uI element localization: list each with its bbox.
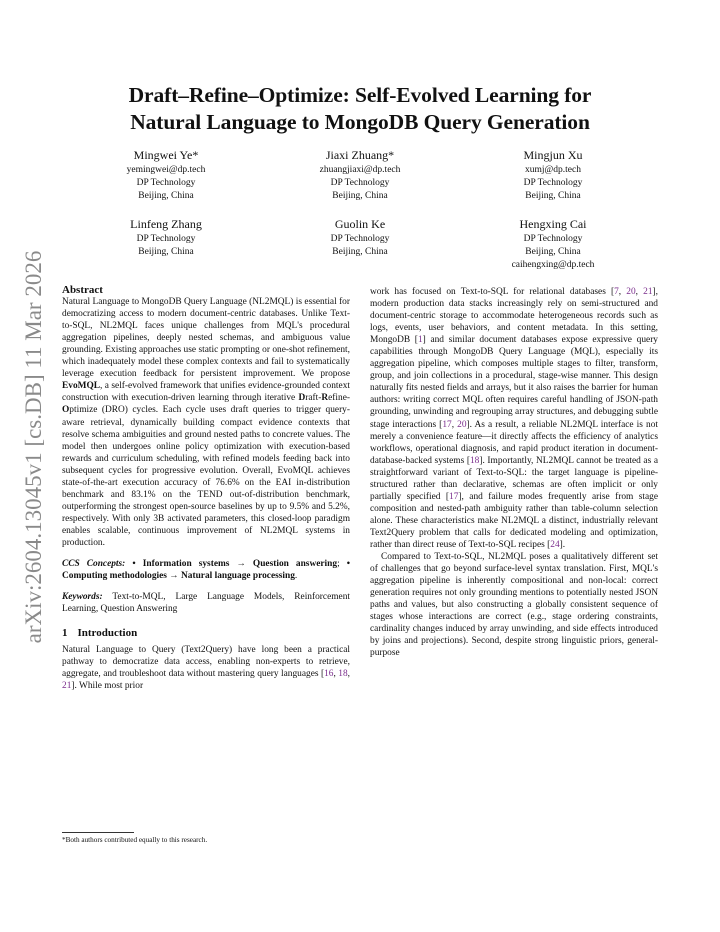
citation-link[interactable]: 16	[324, 669, 334, 680]
author-affiliation: DP Technology	[136, 234, 196, 244]
intro-text: work has focused on Text-to-SQL for relational databases [	[370, 287, 615, 297]
evomql-name: EvoMQL	[62, 381, 101, 392]
author-block	[468, 148, 638, 204]
author-block	[81, 148, 251, 204]
intro-paragraph: Compared to Text-to-SQL, NL2MQL poses a qualitatively different set of challenges that go beyond surface-level syntax translation. First, MQL's aggregation pipeline is inherently compositional and non-local: correct generation requires not only grounding mentions to potentially nested JSON paths and values, but also constructing a globally consistent sequence of stages whose interactions are correct (e.g., stage ordering constraints, cardinality changes induced by array unwinding, and side effects introduced by joins and projections). Second, despite strong linguistic priors, general-purpose	[370, 552, 658, 659]
author-email: caihengxing@dp.tech	[511, 260, 595, 271]
author-location: Beijing, China	[138, 191, 194, 202]
dro-rest-o: ptimize	[69, 405, 98, 416]
author-location: Beijing, China	[332, 247, 388, 258]
intro-text: ], and failure modes frequently arise from stage composition and nested-path ambiguity rather than table-column selection alone. These characteristics make NL2MQL a distinct, industrially relevant Text2Query problem that calls for dedicated modeling and optimization, rather than direct reuse of Text-to-SQL recipes [	[370, 491, 659, 550]
intro-paragraph: Natural Language to Query (Text2Query) have long been a practical pathway to democratize data access, enabling non-experts to retrieve, aggregate, and troubleshoot data without mastering query languages [16, 18, 21]. While most prior	[62, 645, 350, 692]
intro-text: Natural Language to Query (Text2Query) have long been a practical pathway to democratize data access, enabling non-experts to retrieve, aggregate, and troubleshoot data without mastering query languages [	[62, 645, 350, 680]
author-name: Hengxing Cai	[519, 217, 587, 231]
author-affiliation: DP Technology	[330, 234, 390, 244]
abstract-paragraph	[62, 296, 350, 549]
author-name: Linfeng Zhang	[130, 217, 202, 231]
citation-link[interactable]: 24	[550, 539, 560, 550]
author-email: yemingwei@dp.tech	[126, 165, 206, 175]
title-line-1: Draft–Refine–Optimize: Self-Evolved Learning for	[128, 83, 592, 107]
dro-letter-o: O	[62, 405, 70, 416]
intro-text: ] and similar document databases expose expressive query capabilities through MongoDB Query Language (MQL), especially its aggregation pipeline, which composes multiple stages to filter, transform, group, and join collections in a procedural, stage-wise manner. This design naturally fits nested fields and arrays, but it also raises the barrier for human authors: writing correct MQL often requires careful handling of JSON-path grounding, unwinding and regrouping array structures, and debugging subtle stage interactions [	[370, 335, 658, 430]
citation-link[interactable]: 18	[469, 455, 480, 466]
section-title: Introduction	[77, 627, 138, 640]
paper-title	[0, 82, 720, 136]
keywords-text: Text-to-MQL, Large Language Models, Reinforcement Learning, Question Answering	[62, 592, 350, 615]
author-affiliation: DP Technology	[523, 178, 583, 189]
author-block	[81, 217, 251, 259]
dro-rest-d: raft-	[305, 393, 322, 404]
section-number: 1	[62, 627, 68, 640]
section-heading-introduction	[62, 627, 350, 639]
citation-link[interactable]: 20	[626, 287, 636, 297]
intro-text: ]. As a result, a reliable NL2MQL interface is not merely a convenience feature—it directly affects the efficiency of analytics workflows, operational diagnosis, and rapid product iteration in document-database-backed systems [	[370, 419, 658, 466]
author-name: Mingwei Ye*	[133, 148, 199, 162]
dro-letter-r: R	[321, 393, 329, 404]
intro-text: ]. While most prior	[71, 681, 144, 692]
citation-link[interactable]: 21	[643, 287, 653, 297]
left-column	[62, 284, 350, 692]
footnote: *Both authors contributed equally to this research.	[62, 836, 208, 844]
title-line-2: Natural Language to MongoDB Query Generation	[130, 110, 590, 134]
citation-link[interactable]: 21	[62, 681, 72, 692]
ccs-end: .	[294, 571, 298, 582]
author-block	[275, 148, 445, 204]
author-name: Guolin Ke	[334, 217, 386, 231]
dro-letter-d: D	[298, 393, 306, 404]
ccs-item: • Information systems → Question answering	[132, 559, 338, 570]
author-email: xumj@dp.tech	[525, 165, 581, 175]
citation-link[interactable]: 18	[338, 669, 348, 680]
citation-link[interactable]: 17	[442, 419, 452, 430]
right-column	[370, 286, 658, 659]
abstract-text: (DRO) cycles. Each cycle uses draft queries to trigger query-aware retrieval, dynamically building compact evidence contexts that resolve schema ambiguities and ground nested paths to concrete values. The model then undergoes online policy optimization with execution-based rewards and curriculum scheduling, with refined models feeding back into subsequent cycles for progressive evolution. Overall, EvoMQL achieves state-of-the-art execution accuracy of 76.6% on the EAI in-distribution benchmark and 83.1% on the TEND out-of-distribution benchmark, outperforming the strongest open-source baselines by up to 9.5% and 5.2%, respectively. With only 3B activated parameters, this closed-loop paradigm enables scalable, continuous improvement of NL2MQL systems in production.	[62, 405, 350, 548]
author-location: Beijing, China	[525, 247, 581, 258]
author-affiliation: DP Technology	[523, 234, 583, 244]
author-email: zhuangjiaxi@dp.tech	[319, 165, 401, 175]
author-name: Mingjun Xu	[523, 148, 583, 162]
abstract-text: Natural Language to MongoDB Query Language (NL2MQL) is essential for democratizing access to modern document-centric databases. Unlike Text-to-SQL, NL2MQL faces unique challenges from MQL's procedural aggregation pipelines, deeply nested schemas, and ambiguous value grounding. Existing approaches use static prompting or one-shot refinement, which inadequately model these complex contexts and fail to systematically leverage execution feedback for persistent improvement. We propose	[62, 297, 350, 380]
author-affiliation: DP Technology	[136, 178, 196, 189]
citation-link[interactable]: 20	[457, 419, 467, 430]
dro-rest-r: efine-	[328, 393, 350, 404]
ccs-separator: ;	[337, 559, 347, 570]
keywords	[62, 591, 350, 615]
author-block	[468, 217, 638, 273]
intro-text: ], modern production data stacks increasingly rely on semi-structured and document-centric storage to accommodate heterogeneous records such as logs, events, user behaviors, and content metadata. In this setting, MongoDB [	[370, 287, 659, 346]
footnote-divider	[62, 832, 134, 833]
author-location: Beijing, China	[138, 247, 194, 258]
ccs-label: CCS Concepts:	[62, 559, 126, 570]
author-block	[275, 217, 445, 259]
ccs-concepts	[62, 558, 350, 582]
arxiv-identifier-stamp	[20, 252, 48, 642]
author-name: Jiaxi Zhuang*	[325, 148, 395, 162]
author-location: Beijing, China	[525, 191, 581, 202]
author-affiliation: DP Technology	[330, 178, 390, 189]
ccs-item: • Computing methodologies → Natural language processing	[62, 559, 351, 582]
abstract-text: , a self-evolved framework that unifies evidence-grounded context construction with execution-driven learning through iterative	[62, 381, 350, 404]
keywords-label: Keywords:	[62, 592, 103, 603]
citation-link[interactable]: 17	[449, 491, 459, 502]
arxiv-identifier-text: arXiv:2604.13045v1 [cs.DB] 11 Mar 2026	[21, 250, 46, 644]
abstract-heading: Abstract	[62, 284, 103, 296]
citation-link[interactable]: 1	[417, 335, 423, 346]
intro-text: ].	[559, 539, 566, 550]
intro-paragraph-continued: work has focused on Text-to-SQL for relational databases [7, 20, 21], modern production data stacks increasingly rely on semi-structured and document-centric storage to accommodate heterogeneous records such as logs, events, user behaviors, and content metadata. In this setting, MongoDB [1] and similar document databases expose expressive query capabilities through MongoDB Query Language (MQL), especially its aggregation pipeline, which composes multiple stages to filter, transform, group, and join collections in a procedural, stage-wise manner. This design naturally fits nested fields and arrays, but it also raises the barrier for human authors: writing correct MQL often requires careful handling of JSON-path grounding, unwinding and regrouping array structures, and debugging subtle stage interactions [17, 20]. As a result, a reliable NL2MQL interface is not merely a convenience feature—it directly affects the efficiency of analytics workflows, operational diagnosis, and rapid product iteration in document-database-backed systems [18]. Importantly, NL2MQL cannot be treated as a straightforward variant of Text-to-SQL: the target language is pipeline-structured rather than declarative, schemas are often implicit or only partially specified [17], and failure modes frequently arise from stage composition and nested-path ambiguity rather than table-column selection alone. These characteristics make NL2MQL a distinct, industrially relevant Text2Query problem that calls for dedicated modeling and optimization, rather than direct reuse of Text-to-SQL recipes [24].	[370, 287, 659, 550]
intro-text: ]. Importantly, NL2MQL cannot be treated as a straightforward variant of Text-to-SQL: the target language is pipeline-structured rather than declarative, schemas are often implicit or only partially specified [	[370, 455, 658, 502]
author-location: Beijing, China	[332, 191, 388, 202]
citation-link[interactable]: 7	[614, 287, 619, 297]
